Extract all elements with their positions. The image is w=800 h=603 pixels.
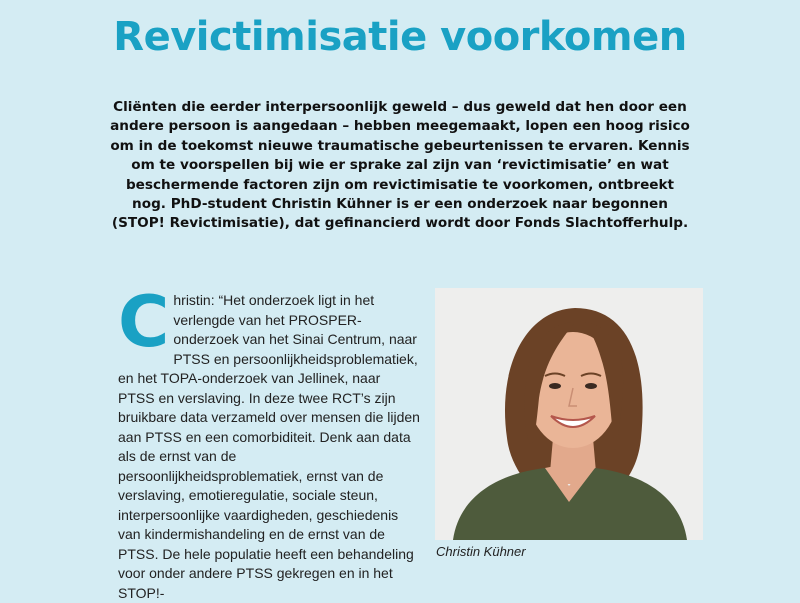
portrait-illustration bbox=[435, 288, 703, 540]
article-body bbox=[118, 281, 420, 603]
photo-caption: Christin Kühner bbox=[436, 544, 526, 559]
body-text: hristin: “Het onderzoek ligt in het verlengde van het PROSPER-onderzoek van het Sinai Centrum, naar PTSS en persoonlijkheidsproblematiek, en het TOPA-onderzoek van Jellinek, naar PTSS en verslaving. In deze twee RCT’s zijn bruikbare data verzameld over mensen die lijden aan PTSS en een comorbiditeit. Denk aan data als de ernst van de persoonlijkheidsproblematiek, ernst van de verslaving, emotieregulatie, sociale steun, interpersoonlijke vaardigheden, geschiedenis van kindermishandeling en de ernst van de PTSS. De hele populatie heeft een behandeling voor onder andere PTSS gekregen en in het STOP!- bbox=[118, 292, 420, 601]
intro-paragraph: Cliënten die eerder interpersoonlijk geweld – dus geweld dat hen door een andere persoon is aangedaan – hebben meegemaakt, lopen een hoog risico om in de toekomst nieuwe traumatische gebeurtenissen te ervaren. Kennis om te voorspellen bij wie er sprake zal zijn van ‘revictimisatie’ en wat beschermende factoren zijn om revictimisatie te voorkomen, ontbreekt nog. PhD-student Christin Kühner is er een onderzoek naar begonnen (STOP! Revictimisatie), dat gefinancierd wordt door Fonds Slachtofferhulp. bbox=[110, 99, 690, 232]
article-title: Revictimisatie voorkomen bbox=[113, 14, 687, 60]
portrait-photo bbox=[435, 288, 703, 540]
drop-cap: C bbox=[118, 281, 170, 363]
